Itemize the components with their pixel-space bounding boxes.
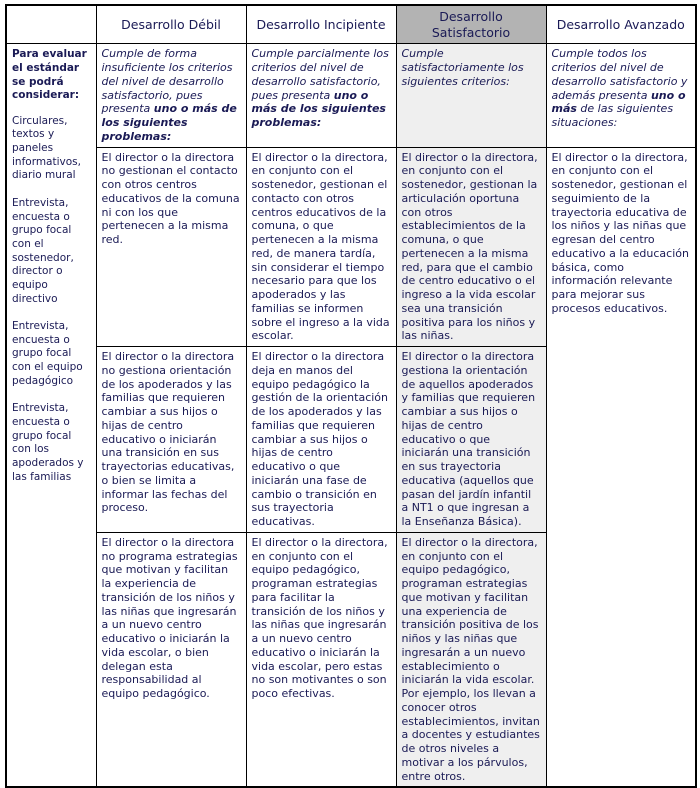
description-avanzado-suffix: de las siguientes situaciones: <box>551 102 674 129</box>
description-debil-bold: uno o más de los siguientes problemas: <box>101 102 237 143</box>
criterion-satisfactorio-2: El director o la directora gestiona la orientación de aquellos apoderados y familias que requieren cambiar a sus hijos o hijas de centro educativo o que iniciarán una transición en sus trayectoria educativa (aquellos que pasan del jardín infantil a NT1 o que ingresan a la Enseñanza Básica). <box>396 347 546 533</box>
description-satisfactorio-text: Cumple satisfactoriamente los siguientes criterios: <box>401 47 524 88</box>
criterion-avanzado: El director o la directora, en conjunto con el sostenedor, gestionan el seguimiento de la trayectoria educativa de los niños y las niñas que egresan del centro educativo a la educación básica, como información relevante para mejorar sus procesos educativos. <box>546 147 696 787</box>
description-incipiente <box>246 44 396 147</box>
header-cell-empty <box>6 5 96 44</box>
description-avanzado-text: Cumple todos los criterios del nivel de desarrollo satisfactorio y además presenta <box>551 47 688 102</box>
evaluation-item-entrevista-pedagogico: Entrevista, encuesta o grupo focal con el equipo pedagógico <box>12 320 83 387</box>
description-satisfactorio <box>396 44 546 147</box>
criterion-debil-3: El director o la directora no programa estrategias que motivan y facilitan la experiencia de transición de los niños y las niñas que ingresarán a un nuevo centro educativo o iniciarán la vida escolar, o bien delegan esta responsabilidad al equipo pedagógico. <box>96 532 246 787</box>
criteria-row-1 <box>6 147 696 347</box>
header-cell-debil: Desarrollo Débil <box>96 5 246 44</box>
evaluation-item-entrevista-apoderados: Entrevista, encuesta o grupo focal con los apoderados y las familias <box>12 402 84 483</box>
criterion-incipiente-3: El director o la directora, en conjunto con el equipo pedagógico, programan estrategias para facilitar la transición de los niños y las niñas que ingresarán a un nuevo centro educativo o iniciarán la vida escolar, pero estas no son motivantes o son poco efectivas. <box>246 532 396 787</box>
evaluation-sources-cell <box>6 44 96 788</box>
header-cell-satisfactorio: Desarrollo Satisfactorio <box>396 5 546 44</box>
rubric-table <box>5 4 697 788</box>
evaluation-item-circulares: Circulares, textos y paneles informativos, diario mural <box>12 114 81 182</box>
header-cell-incipiente: Desarrollo Incipiente <box>246 5 396 44</box>
criterion-satisfactorio-1: El director o la directora, en conjunto con el sostenedor, gestionan la articulación oportuna con otros establecimientos de la comuna, o que pertenecen a la misma red, para que el cambio de centro educativo o el ingreso a la vida escolar sea una transición positiva para los niños y las niñas. <box>396 147 546 347</box>
criterion-incipiente-2: El director o la directora deja en manos del equipo pedagógico la gestión de la orientación de los apoderados y las familias que requieren cambiar a sus hijos o hijas de centro educativo o que iniciarán una fase de cambio o transición en sus trayectoria educativas. <box>246 347 396 533</box>
description-incipiente-text: Cumple parcialmente los criterios del nivel de desarrollo satisfactorio, pues presenta <box>251 47 389 102</box>
header-cell-avanzado: Desarrollo Avanzado <box>546 5 696 44</box>
description-debil-text: Cumple de forma insuficiente los criterios del nivel de desarrollo satisfactorio, pues presenta <box>101 47 233 116</box>
description-avanzado-bold: uno o más <box>551 88 686 116</box>
description-row <box>6 44 696 147</box>
description-debil <box>96 44 246 147</box>
criterion-debil-1: El director o la directora no gestionan el contacto con otros centros educativos de la comuna ni con los que pertenecen a la misma red. <box>96 147 246 347</box>
evaluation-title: Para evaluar el estándar se podrá considerar: <box>12 48 87 102</box>
description-incipiente-bold: uno o más de los siguientes problemas: <box>251 88 386 129</box>
criterion-satisfactorio-3: El director o la directora, en conjunto con el equipo pedagógico, programan estrategias que motivan y facilitan una experiencia de transición positiva de los niños y las niñas que ingresarán a un nuevo establecimiento o iniciarán la vida escolar. Por ejemplo, los llevan a conocer otros establecimientos, invitan a docentes y estudiantes de otros niveles a motivar a los párvulos, entre otros. <box>396 532 546 787</box>
evaluation-item-entrevista-sostenedor: Entrevista, encuesta o grupo focal con el sostenedor, director o equipo directivo <box>12 197 74 305</box>
header-row <box>6 5 696 44</box>
criterion-debil-2: El director o la directora no gestiona orientación de los apoderados y las familias que requieren cambiar a sus hijos o hijas de centro educativo o iniciarán una transición en sus trayectorias educativas, o bien se limita a informar las fechas del proceso. <box>96 347 246 533</box>
description-avanzado <box>546 44 696 147</box>
criterion-incipiente-1: El director o la directora, en conjunto con el sostenedor, gestionan el contacto con otros centros educativos de la comuna, o que pertenecen a la misma red, de manera tardía, sin considerar el tiempo necesario para que los apoderados y las familias se informen sobre el ingreso a la vida escolar. <box>246 147 396 347</box>
